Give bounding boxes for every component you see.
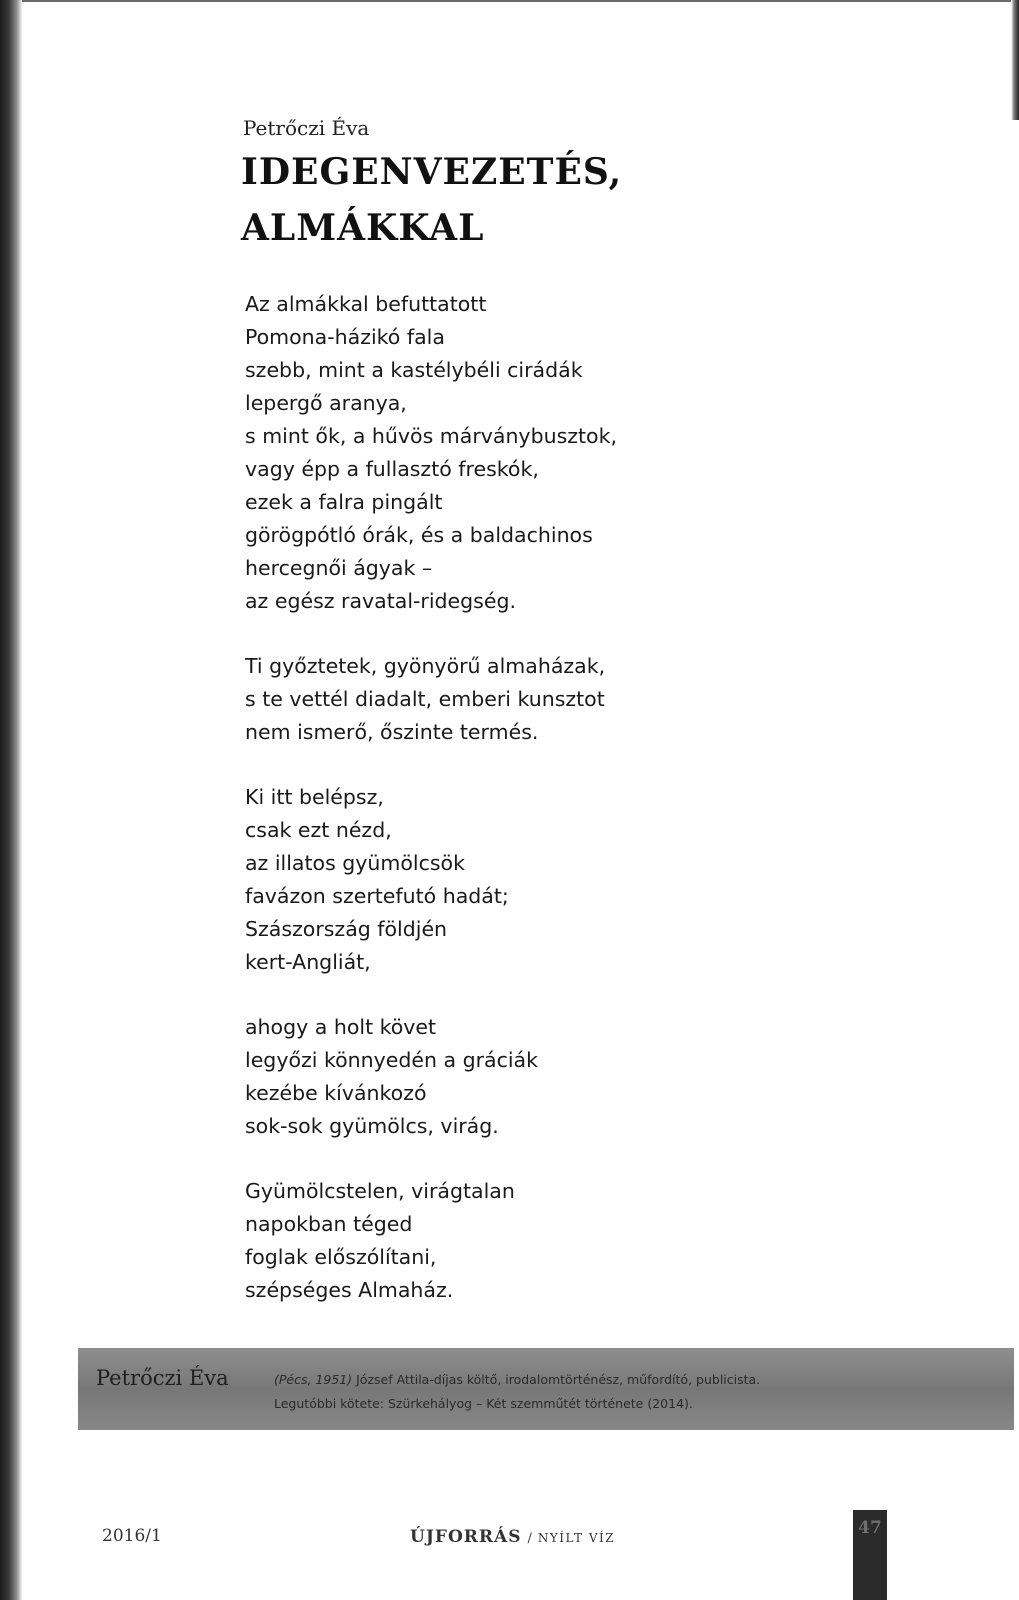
- poem-line: görögpótló órák, és a baldachinos: [245, 523, 593, 547]
- poem-line: az egész ravatal-ridegség.: [245, 589, 516, 613]
- stanza-3: [245, 781, 845, 979]
- footer-separator: /: [527, 1531, 532, 1546]
- page-top-edge: [0, 0, 1019, 2]
- poem-line: napokban téged: [245, 1212, 413, 1236]
- poem-line: csak ezt nézd,: [245, 818, 392, 842]
- poem-line: szépséges Almaház.: [245, 1278, 454, 1302]
- poem-line: legyőzi könnyedén a gráciák: [245, 1048, 538, 1072]
- bio-description-line: [274, 1372, 760, 1387]
- poem-line: s te vettél diadalt, emberi kunsztot: [245, 687, 605, 711]
- poem-line: favázon szertefutó hadát;: [245, 884, 509, 908]
- poem-title-line-1: IDEGENVEZETÉS,: [241, 151, 623, 193]
- stanza-5: [245, 1175, 845, 1307]
- poem-body: [245, 288, 845, 1339]
- poem-line: szebb, mint a kastélybéli cirádák: [245, 358, 583, 382]
- poem-line: Szászország földjén: [245, 917, 448, 941]
- issue-number: 2016/1: [102, 1526, 162, 1546]
- poem-line: az illatos gyümölcsök: [245, 851, 465, 875]
- poem-line: ahogy a holt követ: [245, 1015, 437, 1039]
- bio-description: József Attila-díjas költő, irodalomtörténész, műfordító, publicista.: [356, 1372, 761, 1387]
- poem-line: foglak előszólítani,: [245, 1245, 437, 1269]
- poem-line: nem ismerő, őszinte termés.: [245, 720, 539, 744]
- poem-line: Pomona-házikó fala: [245, 325, 445, 349]
- poem-line: vagy épp a fullasztó freskók,: [245, 457, 539, 481]
- poem-line: ezek a falra pingált: [245, 490, 443, 514]
- poem-author: Petrőczi Éva: [243, 116, 370, 140]
- poem-line: Gyümölcstelen, virágtalan: [245, 1179, 515, 1203]
- page-number: 47: [853, 1510, 887, 1600]
- stanza-2: [245, 650, 845, 749]
- poem-line: s mint ők, a hűvös márványbusztok,: [245, 424, 617, 448]
- magazine-logo: ÚJFORRÁS: [410, 1527, 522, 1547]
- section-name: NYÍLT VÍZ: [537, 1531, 616, 1545]
- author-bio-band: [78, 1348, 1014, 1430]
- poem-title-line-2: ALMÁKKAL: [241, 207, 485, 249]
- poem-line: hercegnői ágyak –: [245, 556, 433, 580]
- book-spine-shadow: [0, 0, 22, 1600]
- poem-line: kezébe kívánkozó: [245, 1081, 427, 1105]
- bio-author-name: Petrőczi Éva: [96, 1366, 229, 1390]
- bio-latest-book: Legutóbbi kötete: Szürkehályog – Két szemműtét története (2014).: [274, 1396, 693, 1411]
- magazine-footer: [410, 1527, 615, 1547]
- poem-line: Ti győztetek, gyönyörű almaházak,: [245, 654, 606, 678]
- stanza-4: [245, 1011, 845, 1143]
- poem-title: [241, 144, 622, 256]
- poem-line: kert-Angliát,: [245, 950, 371, 974]
- stanza-1: [245, 288, 845, 618]
- poem-line: Az almákkal befuttatott: [245, 292, 487, 316]
- poem-line: Ki itt belépsz,: [245, 785, 384, 809]
- poem-line: sok-sok gyümölcs, virág.: [245, 1114, 499, 1138]
- poem-line: lepergő aranya,: [245, 391, 407, 415]
- page-right-edge: [1011, 0, 1019, 120]
- bio-place-year: (Pécs, 1951): [274, 1372, 353, 1387]
